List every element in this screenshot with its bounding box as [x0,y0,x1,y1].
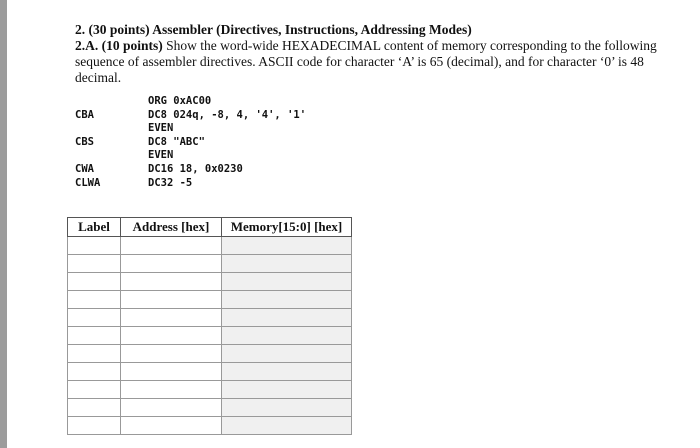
table-row [68,237,352,255]
code-label: CWA [75,162,94,175]
code-instruction: DC8 024q, -8, 4, '4', '1' [148,108,307,121]
memory-cell[interactable] [222,273,352,291]
header-label: Label [68,218,121,237]
table-header-row [68,218,352,237]
code-line [75,122,174,136]
question-title: 2. (30 points) Assembler (Directives, Instructions, Addressing Modes) [75,22,472,37]
table-row [68,363,352,381]
address-cell[interactable] [121,381,222,399]
address-cell[interactable] [121,291,222,309]
label-cell[interactable] [68,345,121,363]
code-line [75,149,174,163]
code-instruction: DC32 -5 [148,176,193,189]
memory-cell[interactable] [222,345,352,363]
address-cell[interactable] [121,345,222,363]
label-cell[interactable] [68,363,121,381]
memory-cell[interactable] [222,399,352,417]
label-cell[interactable] [68,309,121,327]
code-label: CLWA [75,176,101,189]
header-memory: Memory[15:0] [hex] [222,218,352,237]
memory-cell[interactable] [222,417,352,435]
label-cell[interactable] [68,417,121,435]
code-label: CBS [75,135,94,148]
memory-cell[interactable] [222,255,352,273]
code-line [75,95,212,109]
address-cell[interactable] [121,399,222,417]
left-margin-bar [0,0,7,448]
memory-cell[interactable] [222,381,352,399]
label-cell[interactable] [68,255,121,273]
address-cell[interactable] [121,363,222,381]
code-instruction: EVEN [148,122,174,135]
table-row [68,309,352,327]
code-instruction: DC16 18, 0x0230 [148,162,243,175]
label-cell[interactable] [68,399,121,417]
question-description [75,38,693,86]
memory-cell[interactable] [222,237,352,255]
address-cell[interactable] [121,309,222,327]
code-line [75,135,205,150]
address-cell[interactable] [121,417,222,435]
header-address: Address [hex] [121,218,222,237]
table-row [68,255,352,273]
table-row [68,381,352,399]
code-line [75,108,307,123]
memory-table [67,217,352,435]
address-cell[interactable] [121,237,222,255]
code-instruction: EVEN [148,149,174,162]
address-cell[interactable] [121,255,222,273]
subquestion-label: 2.A. (10 points) [75,38,163,53]
code-label: CBA [75,108,94,121]
address-cell[interactable] [121,273,222,291]
table-row [68,399,352,417]
table-row [68,345,352,363]
memory-cell[interactable] [222,327,352,345]
code-line [75,176,193,191]
table-row [68,291,352,309]
label-cell[interactable] [68,237,121,255]
label-cell[interactable] [68,381,121,399]
table-row [68,327,352,345]
memory-cell[interactable] [222,363,352,381]
address-cell[interactable] [121,327,222,345]
label-cell[interactable] [68,291,121,309]
code-line [75,162,243,177]
label-cell[interactable] [68,327,121,345]
table-row [68,417,352,435]
table-row [68,273,352,291]
assembler-code-block [75,95,307,190]
code-instruction: DC8 "ABC" [148,135,205,148]
label-cell[interactable] [68,273,121,291]
code-instruction: ORG 0xAC00 [148,95,212,107]
memory-cell[interactable] [222,291,352,309]
subquestion-text: Show the word-wide HEXADECIMAL content of memory corresponding to the following sequence of assembler directives. ASCII code for character ‘A’ is 65 (decimal), and for character ‘0’ is 48 decimal. [75,38,657,85]
memory-cell[interactable] [222,309,352,327]
